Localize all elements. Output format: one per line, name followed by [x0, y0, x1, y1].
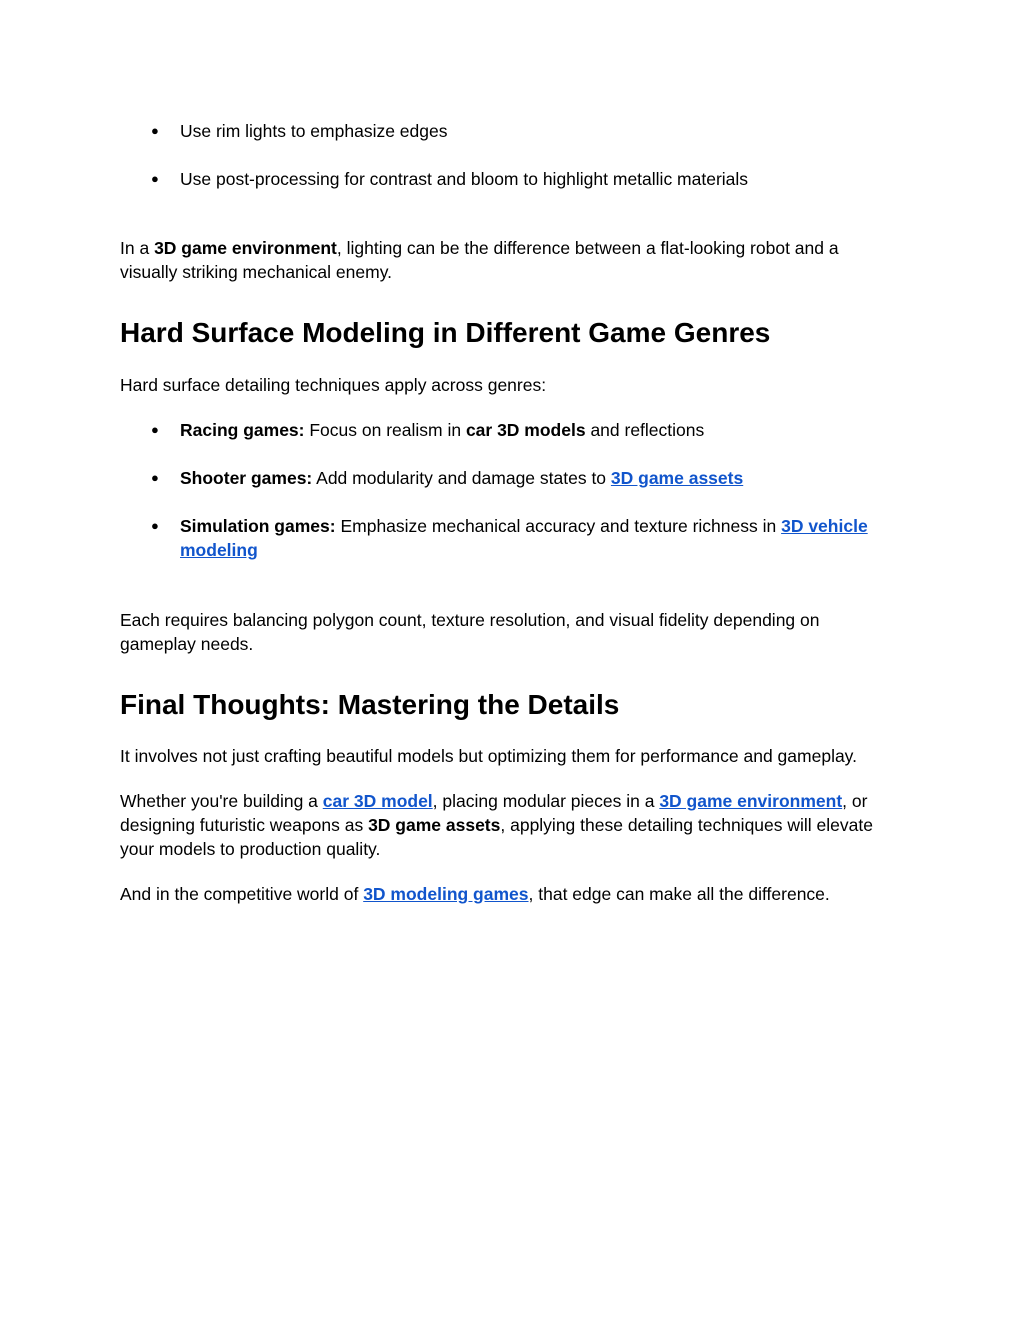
bullet-icon: ● [151, 422, 159, 437]
genres-list [120, 418, 910, 562]
link-3d-vehicle-modeling[interactable]: 3D vehicle modeling [180, 516, 868, 560]
bold-term: car 3D models [465, 420, 586, 440]
list-item [120, 167, 910, 191]
list-item-text: Use post-processing for contrast and bloom to highlight metallic materials [180, 169, 749, 189]
link-3d-game-assets[interactable]: 3D game assets [610, 468, 744, 488]
lighting-tips-list [120, 119, 910, 191]
section-heading: Final Thoughts: Mastering the Details [120, 689, 620, 720]
genre-label: Simulation games: [180, 516, 336, 536]
lighting-paragraph: In a 3D game environment, lighting can be the difference between a flat-looking robot and a visually striking mechanical enemy. [120, 238, 839, 282]
list-item-text: Use rim lights to emphasize edges [180, 121, 448, 141]
list-item-shooter: ● Shooter games: Add modularity and damage states to 3D game assets [151, 468, 744, 488]
bold-term: 3D game environment [154, 238, 337, 258]
closing-paragraph: And in the competitive world of 3D modeling games, that edge can make all the difference. [120, 884, 830, 904]
balance-paragraph: Each requires balancing polygon count, texture resolution, and visual fidelity depending on gameplay needs. [120, 610, 820, 654]
link-3d-modeling-games[interactable]: 3D modeling games [363, 884, 529, 904]
bullet-icon: ● [151, 171, 159, 186]
bullet-icon: ● [151, 518, 159, 533]
genres-intro: Hard surface detailing techniques apply across genres: [120, 375, 547, 395]
list-item [120, 119, 910, 143]
link-3d-game-environment[interactable]: 3D game environment [659, 791, 843, 811]
bullet-icon: ● [151, 123, 159, 138]
list-item-racing: ● Racing games: Focus on realism in car 3D models and reflections [151, 420, 705, 440]
genre-label: Shooter games: [180, 468, 313, 488]
final-paragraph: Whether you're building a car 3D model, placing modular pieces in a 3D game environment, or designing futuristic weapons as 3D game assets, applying these detailing techniques will elevate your models to production quality. [120, 791, 873, 859]
genre-label: Racing games: [180, 420, 305, 440]
final-intro: It involves not just crafting beautiful models but optimizing them for performance and gameplay. [120, 746, 857, 766]
bold-term: 3D game assets [368, 815, 501, 835]
section-heading: Hard Surface Modeling in Different Game Genres [120, 317, 771, 348]
link-car-3d-model[interactable]: car 3D model [322, 791, 433, 811]
bullet-icon: ● [151, 470, 159, 485]
list-item-simulation: ● Simulation games: Emphasize mechanical accuracy and texture richness in 3D vehicle modeling [151, 516, 868, 560]
